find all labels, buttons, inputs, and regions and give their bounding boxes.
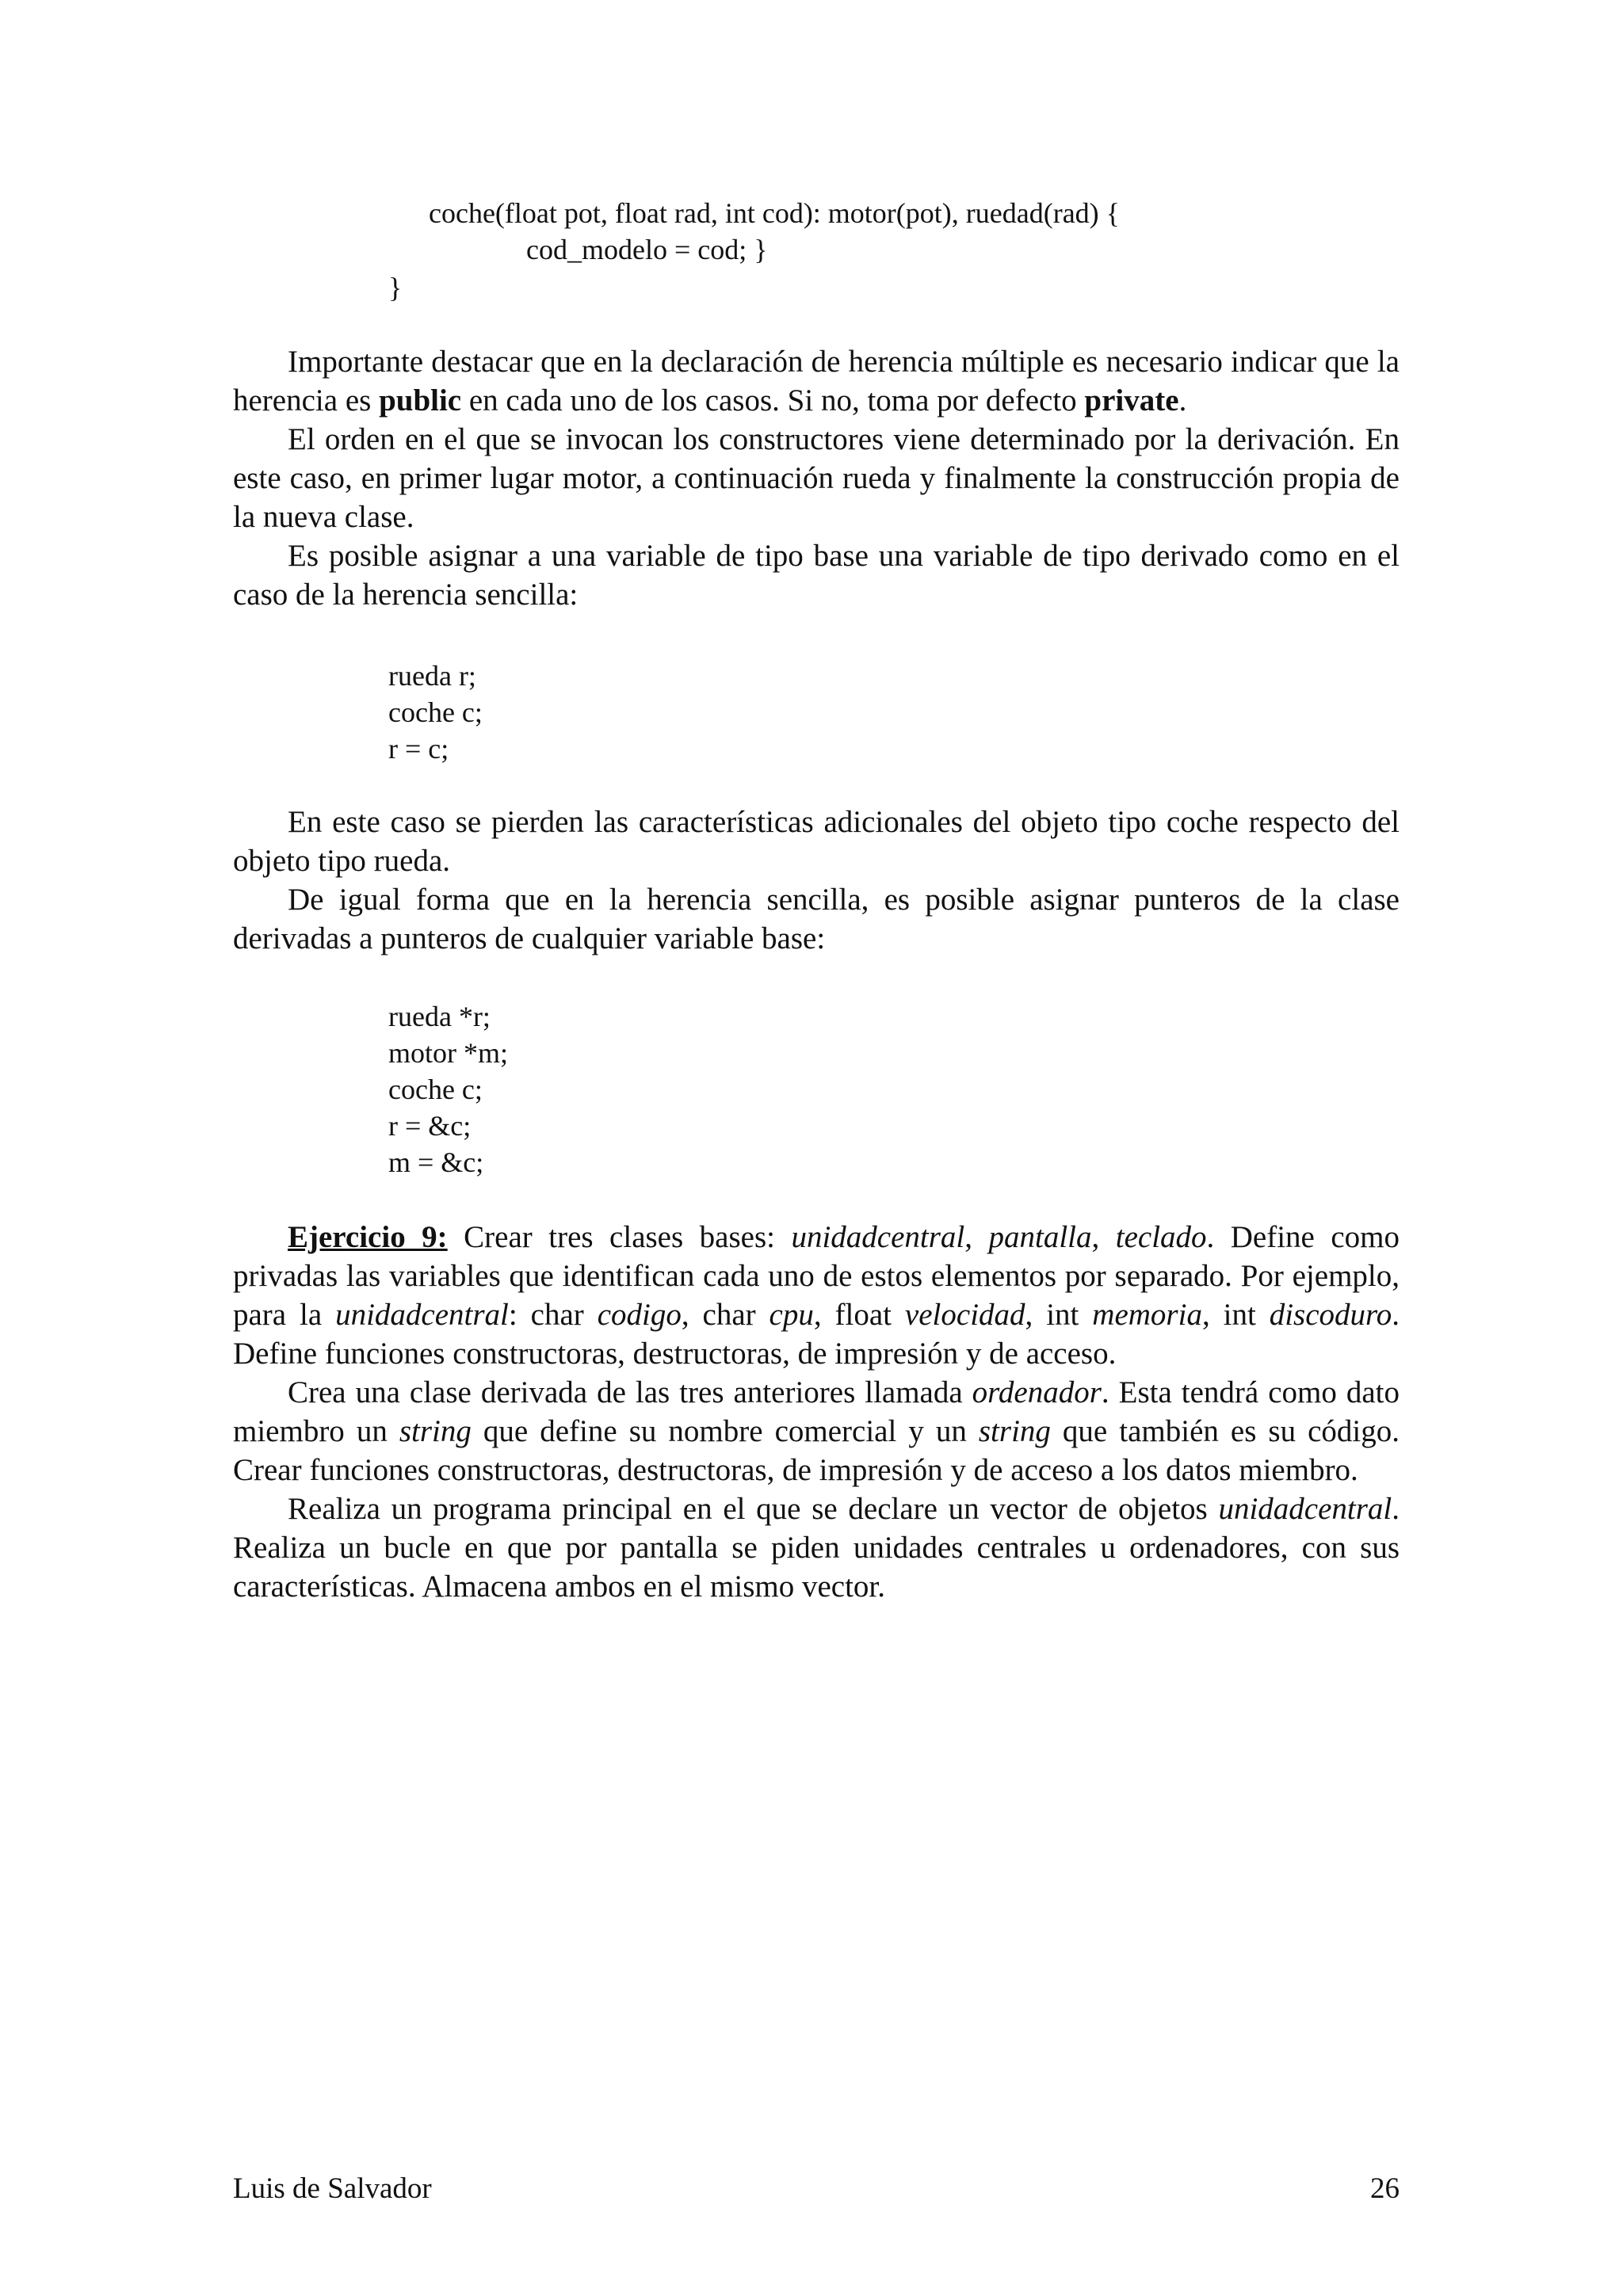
text-block-herencia	[233, 342, 1400, 614]
code-block-asignacion	[388, 658, 483, 767]
code-block-punteros	[388, 998, 508, 1180]
code-line: coche c;	[388, 696, 483, 728]
code-line: motor *m;	[388, 1037, 508, 1069]
code-line: m = &c;	[388, 1146, 484, 1178]
code-line: coche c;	[388, 1074, 483, 1105]
exercise-block	[233, 1218, 1400, 1606]
paragraph-punteros: De igual forma que en la herencia sencilla, es posible asignar punteros de la clase derivadas a punteros de cualquier variable base:	[233, 883, 1400, 955]
keyword-private: private	[1084, 383, 1179, 418]
paragraph-orden-constructores: El orden en el que se invocan los constructores viene determinado por la derivación. En este caso, en primer lugar motor, a continuación rueda y finalmente la construcción propia de la nueva clase.	[233, 422, 1400, 534]
code-line-assignment: cod_modelo = cod; }	[526, 234, 768, 265]
code-line: r = c;	[388, 733, 449, 765]
code-line: rueda r;	[388, 660, 476, 692]
code-line: r = &c;	[388, 1110, 472, 1142]
text-block-punteros	[233, 803, 1400, 958]
paragraph-herencia-multiple: Importante destacar que en la declaración de herencia múltiple es necesario indicar que la herencia es public en cada uno de los casos. Si no, toma por defecto private.	[233, 345, 1400, 418]
code-line-constructor: coche(float pot, float rad, int cod): motor(pot), ruedad(rad) {	[429, 197, 1120, 229]
paragraph-caracteristicas: En este caso se pierden las características adicionales del objeto tipo coche respecto del objeto tipo rueda.	[233, 805, 1400, 878]
code-line-closing-brace: }	[388, 272, 403, 303]
exercise-paragraph-3: Realiza un programa principal en el que se declare un vector de objetos unidadcentral. Realiza un bucle en que por pantalla se piden unidades centrales u ordenadores, con sus características. Almacena ambos en el mismo vector.	[233, 1492, 1400, 1604]
keyword-public: public	[379, 383, 462, 418]
code-line: rueda *r;	[388, 1001, 491, 1032]
paragraph-asignar-variable: Es posible asignar a una variable de tipo base una variable de tipo derivado como en el caso de la herencia sencilla:	[233, 539, 1400, 612]
footer-page-number: 26	[1370, 2172, 1400, 2205]
exercise-paragraph-2: Crea una clase derivada de las tres anteriores llamada ordenador. Esta tendrá como dato miembro un string que define su nombre comercial y un string que también es su código. Crear funciones constructoras, destructoras, de impresión y de acceso a los datos miembro.	[233, 1375, 1400, 1487]
exercise-paragraph-1: Ejercicio 9: Crear tres clases bases: unidadcentral, pantalla, teclado. Define como privadas las variables que identifican cada uno de estos elementos por separado. Por ejemplo, para la unidadcentral: char codigo, char cpu, float velocidad, int memoria, int discoduro. Define funciones constructoras, destructoras, de impresión y de acceso.	[233, 1220, 1400, 1371]
footer-author: Luis de Salvador	[233, 2172, 432, 2205]
exercise-label: Ejercicio 9:	[288, 1220, 448, 1254]
